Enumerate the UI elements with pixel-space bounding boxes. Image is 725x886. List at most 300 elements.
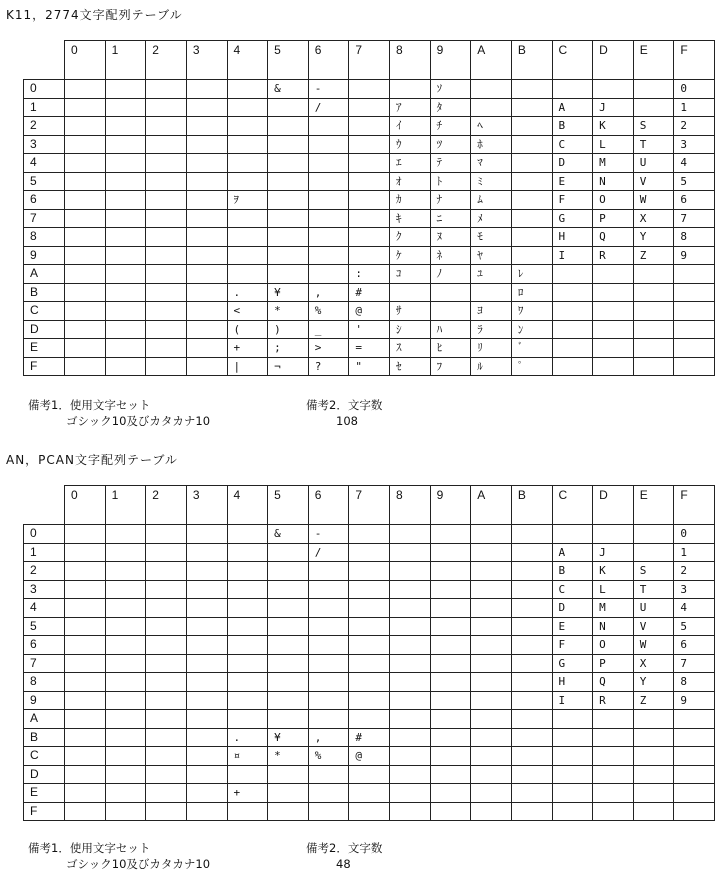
char-cell: Q [593, 673, 634, 692]
char-cell: ｾ [390, 357, 431, 376]
char-cell [511, 802, 552, 821]
char-cell [227, 80, 268, 99]
char-cell: ﾚ [511, 265, 552, 284]
char-cell [65, 154, 106, 173]
char-cell: ﾔ [471, 246, 512, 265]
char-cell [511, 543, 552, 562]
char-cell: V [633, 617, 674, 636]
char-cell [349, 117, 390, 136]
char-cell [390, 728, 431, 747]
char-cell [146, 283, 187, 302]
char-cell: @ [349, 302, 390, 321]
char-cell: ﾈ [430, 246, 471, 265]
char-cell: ﾝ [511, 320, 552, 339]
char-cell [186, 710, 227, 729]
char-cell [471, 710, 512, 729]
table-row [24, 117, 715, 136]
char-cell [227, 654, 268, 673]
char-cell [593, 265, 634, 284]
char-cell [552, 710, 593, 729]
char-cell [552, 728, 593, 747]
char-cell [511, 673, 552, 692]
char-cell [674, 784, 715, 803]
char-cell [65, 636, 106, 655]
char-cell [186, 209, 227, 228]
char-cell [390, 636, 431, 655]
char-cell [674, 710, 715, 729]
table-row [24, 154, 715, 173]
char-cell [593, 302, 634, 321]
char-cell [633, 802, 674, 821]
table-row [24, 357, 715, 376]
char-cell [308, 265, 349, 284]
char-cell: W [633, 191, 674, 210]
char-cell: E [552, 617, 593, 636]
char-cell [511, 98, 552, 117]
char-cell: O [593, 191, 634, 210]
char-cell [511, 691, 552, 710]
char-cell: ) [268, 320, 309, 339]
char-cell [268, 172, 309, 191]
table-row [24, 265, 715, 284]
table-row [24, 802, 715, 821]
char-cell [430, 691, 471, 710]
char-cell [552, 802, 593, 821]
char-cell [349, 228, 390, 247]
char-cell [552, 320, 593, 339]
char-cell: H [552, 228, 593, 247]
char-cell [227, 154, 268, 173]
char-cell [65, 246, 106, 265]
char-cell: N [593, 617, 634, 636]
char-cell [390, 673, 431, 692]
char-cell [471, 747, 512, 766]
char-cell [146, 728, 187, 747]
char-cell [511, 747, 552, 766]
column-header: 7 [349, 486, 390, 525]
char-cell [430, 747, 471, 766]
char-cell: ﾘ [471, 339, 512, 358]
row-header: D [24, 320, 65, 339]
char-cell [430, 617, 471, 636]
table-row [24, 80, 715, 99]
char-cell [227, 525, 268, 544]
char-cell [186, 228, 227, 247]
char-cell [65, 98, 106, 117]
char-cell: = [349, 339, 390, 358]
char-cell [471, 599, 512, 618]
char-cell [105, 265, 146, 284]
header-row [24, 41, 715, 80]
char-cell [511, 80, 552, 99]
char-cell [105, 302, 146, 321]
column-header: B [511, 41, 552, 80]
char-cell [471, 802, 512, 821]
row-header: 1 [24, 543, 65, 562]
char-cell [308, 710, 349, 729]
char-cell [268, 691, 309, 710]
char-cell [471, 543, 512, 562]
char-cell [349, 543, 390, 562]
char-cell [390, 747, 431, 766]
char-cell [65, 617, 106, 636]
char-cell [390, 283, 431, 302]
table-2-container [23, 485, 715, 821]
column-header: 8 [390, 486, 431, 525]
char-cell: M [593, 154, 634, 173]
char-cell [430, 562, 471, 581]
char-cell: 8 [674, 228, 715, 247]
char-cell [268, 117, 309, 136]
char-cell: " [349, 357, 390, 376]
table-row [24, 525, 715, 544]
char-cell [186, 599, 227, 618]
char-cell [308, 654, 349, 673]
char-cell: 9 [674, 691, 715, 710]
char-cell [593, 80, 634, 99]
char-cell [146, 98, 187, 117]
char-cell [674, 357, 715, 376]
char-cell: 0 [674, 80, 715, 99]
char-cell: ﾐ [471, 172, 512, 191]
row-header: 0 [24, 80, 65, 99]
char-cell [511, 135, 552, 154]
table-row [24, 228, 715, 247]
char-cell: ﾞ [511, 339, 552, 358]
char-cell: T [633, 135, 674, 154]
char-cell [186, 765, 227, 784]
table-row [24, 765, 715, 784]
char-cell [146, 80, 187, 99]
char-cell [227, 265, 268, 284]
char-cell [308, 135, 349, 154]
table-row [24, 728, 715, 747]
char-cell [186, 191, 227, 210]
char-cell [65, 654, 106, 673]
char-cell [227, 802, 268, 821]
char-cell: 4 [674, 599, 715, 618]
char-cell: ﾖ [471, 302, 512, 321]
char-cell [227, 710, 268, 729]
char-cell [146, 154, 187, 173]
char-cell [674, 283, 715, 302]
char-cell [430, 784, 471, 803]
char-cell [65, 599, 106, 618]
char-cell [268, 710, 309, 729]
char-cell: Z [633, 246, 674, 265]
char-cell [186, 265, 227, 284]
char-cell [390, 599, 431, 618]
char-cell [105, 710, 146, 729]
char-cell [308, 580, 349, 599]
char-cell [593, 747, 634, 766]
char-cell [186, 172, 227, 191]
corner-cell [24, 41, 65, 80]
char-cell [633, 765, 674, 784]
char-cell [349, 191, 390, 210]
table-row [24, 302, 715, 321]
char-cell [552, 265, 593, 284]
char-cell [430, 283, 471, 302]
char-cell [268, 154, 309, 173]
char-cell [511, 209, 552, 228]
char-cell: ｿ [430, 80, 471, 99]
char-cell [349, 654, 390, 673]
char-cell: W [633, 636, 674, 655]
char-cell [552, 339, 593, 358]
char-cell: I [552, 246, 593, 265]
char-cell [552, 747, 593, 766]
char-cell [511, 580, 552, 599]
column-header: 6 [308, 486, 349, 525]
char-cell [349, 710, 390, 729]
char-cell: R [593, 246, 634, 265]
char-cell [674, 320, 715, 339]
char-cell: B [552, 117, 593, 136]
char-cell: - [308, 525, 349, 544]
char-cell [349, 691, 390, 710]
row-header: 7 [24, 654, 65, 673]
char-cell: J [593, 98, 634, 117]
char-cell: 5 [674, 172, 715, 191]
char-cell [593, 765, 634, 784]
char-cell [65, 543, 106, 562]
char-cell [65, 283, 106, 302]
char-cell: P [593, 209, 634, 228]
char-cell: ｳ [390, 135, 431, 154]
char-cell [430, 636, 471, 655]
row-header: 4 [24, 154, 65, 173]
char-cell [349, 784, 390, 803]
char-cell: ﾗ [471, 320, 512, 339]
char-cell: , [308, 728, 349, 747]
row-header: 8 [24, 228, 65, 247]
char-cell [227, 543, 268, 562]
char-cell [186, 154, 227, 173]
char-cell [227, 673, 268, 692]
char-cell [308, 154, 349, 173]
char-cell [146, 172, 187, 191]
char-cell [390, 562, 431, 581]
table-1-container [23, 40, 715, 376]
char-cell [308, 673, 349, 692]
char-cell [471, 98, 512, 117]
char-cell: L [593, 135, 634, 154]
row-header: 7 [24, 209, 65, 228]
char-cell: : [349, 265, 390, 284]
char-cell [146, 117, 187, 136]
char-cell: # [349, 283, 390, 302]
column-header: 5 [268, 486, 309, 525]
column-header: C [552, 41, 593, 80]
char-cell [146, 228, 187, 247]
char-cell: ﾕ [471, 265, 512, 284]
note2-value: 48 [336, 857, 351, 871]
char-cell [105, 562, 146, 581]
char-cell [349, 80, 390, 99]
char-cell [471, 784, 512, 803]
char-cell [65, 302, 106, 321]
char-cell [186, 654, 227, 673]
table-row [24, 246, 715, 265]
char-cell [552, 525, 593, 544]
char-cell [390, 80, 431, 99]
char-cell [308, 562, 349, 581]
column-header: 3 [186, 41, 227, 80]
column-header: 2 [146, 41, 187, 80]
char-cell [308, 228, 349, 247]
char-cell [65, 209, 106, 228]
char-cell: ¬ [268, 357, 309, 376]
char-cell [105, 654, 146, 673]
char-cell [186, 283, 227, 302]
char-cell [593, 728, 634, 747]
char-cell [430, 673, 471, 692]
row-header: 0 [24, 525, 65, 544]
char-cell [146, 302, 187, 321]
table-2-title: AN，PCAN文字配列テーブル [6, 453, 178, 467]
char-cell: Y [633, 673, 674, 692]
char-cell [105, 765, 146, 784]
char-cell: Z [633, 691, 674, 710]
char-cell: ﾊ [430, 320, 471, 339]
char-cell [674, 728, 715, 747]
char-cell [633, 339, 674, 358]
row-header: 2 [24, 562, 65, 581]
table-row [24, 691, 715, 710]
char-cell: % [308, 302, 349, 321]
char-cell: H [552, 673, 593, 692]
char-cell [227, 691, 268, 710]
char-cell [552, 80, 593, 99]
char-cell [308, 117, 349, 136]
char-cell: D [552, 599, 593, 618]
char-cell: ? [308, 357, 349, 376]
char-cell [471, 283, 512, 302]
char-cell [227, 636, 268, 655]
char-cell [186, 617, 227, 636]
char-cell [186, 728, 227, 747]
char-cell [552, 784, 593, 803]
char-cell: ; [268, 339, 309, 358]
row-header: C [24, 302, 65, 321]
char-cell [105, 154, 146, 173]
char-cell [186, 246, 227, 265]
char-cell: * [268, 302, 309, 321]
table-row [24, 191, 715, 210]
char-cell: 2 [674, 117, 715, 136]
char-cell [471, 765, 512, 784]
row-header: 4 [24, 599, 65, 618]
note2-value: 108 [336, 414, 358, 428]
char-cell [511, 154, 552, 173]
char-cell: 3 [674, 135, 715, 154]
char-cell: ﾍ [471, 117, 512, 136]
char-cell: ﾜ [511, 302, 552, 321]
char-cell [227, 246, 268, 265]
char-cell: > [308, 339, 349, 358]
char-cell [430, 525, 471, 544]
char-cell [146, 357, 187, 376]
char-cell: ﾆ [430, 209, 471, 228]
char-cell [146, 135, 187, 154]
char-cell [105, 98, 146, 117]
char-cell: / [308, 98, 349, 117]
char-cell [471, 654, 512, 673]
row-header: E [24, 784, 65, 803]
char-cell [227, 599, 268, 618]
char-cell [268, 599, 309, 618]
char-cell [552, 765, 593, 784]
char-cell [105, 228, 146, 247]
column-header: 0 [65, 41, 106, 80]
char-cell: P [593, 654, 634, 673]
char-cell [349, 636, 390, 655]
char-cell [349, 617, 390, 636]
char-cell [105, 802, 146, 821]
char-cell: ¤ [227, 747, 268, 766]
char-cell [146, 599, 187, 618]
char-cell [186, 80, 227, 99]
char-cell [308, 172, 349, 191]
char-cell: G [552, 654, 593, 673]
char-cell [471, 636, 512, 655]
char-cell [593, 357, 634, 376]
char-cell: B [552, 562, 593, 581]
char-cell [430, 302, 471, 321]
char-cell [268, 562, 309, 581]
char-cell [227, 135, 268, 154]
row-header: 1 [24, 98, 65, 117]
char-cell [268, 246, 309, 265]
char-cell [146, 265, 187, 284]
row-header: B [24, 728, 65, 747]
char-cell: 5 [674, 617, 715, 636]
char-cell: 1 [674, 543, 715, 562]
char-cell [146, 673, 187, 692]
char-cell [633, 784, 674, 803]
char-cell [268, 636, 309, 655]
char-cell [390, 543, 431, 562]
char-cell [593, 525, 634, 544]
char-cell [633, 98, 674, 117]
char-cell: + [227, 784, 268, 803]
char-cell [633, 302, 674, 321]
char-cell: ( [227, 320, 268, 339]
char-cell [186, 673, 227, 692]
char-table-1 [23, 40, 715, 376]
char-cell: - [308, 80, 349, 99]
char-cell [186, 691, 227, 710]
char-cell [552, 357, 593, 376]
char-cell [268, 765, 309, 784]
char-cell: . [227, 728, 268, 747]
char-cell [146, 339, 187, 358]
char-cell [227, 172, 268, 191]
char-cell: R [593, 691, 634, 710]
char-cell [390, 580, 431, 599]
char-cell [349, 98, 390, 117]
char-cell [552, 283, 593, 302]
char-cell: 8 [674, 673, 715, 692]
char-cell [308, 765, 349, 784]
column-header: 6 [308, 41, 349, 80]
char-cell [227, 765, 268, 784]
char-cell: Y [633, 228, 674, 247]
char-cell: U [633, 599, 674, 618]
char-cell [268, 784, 309, 803]
char-cell [308, 617, 349, 636]
